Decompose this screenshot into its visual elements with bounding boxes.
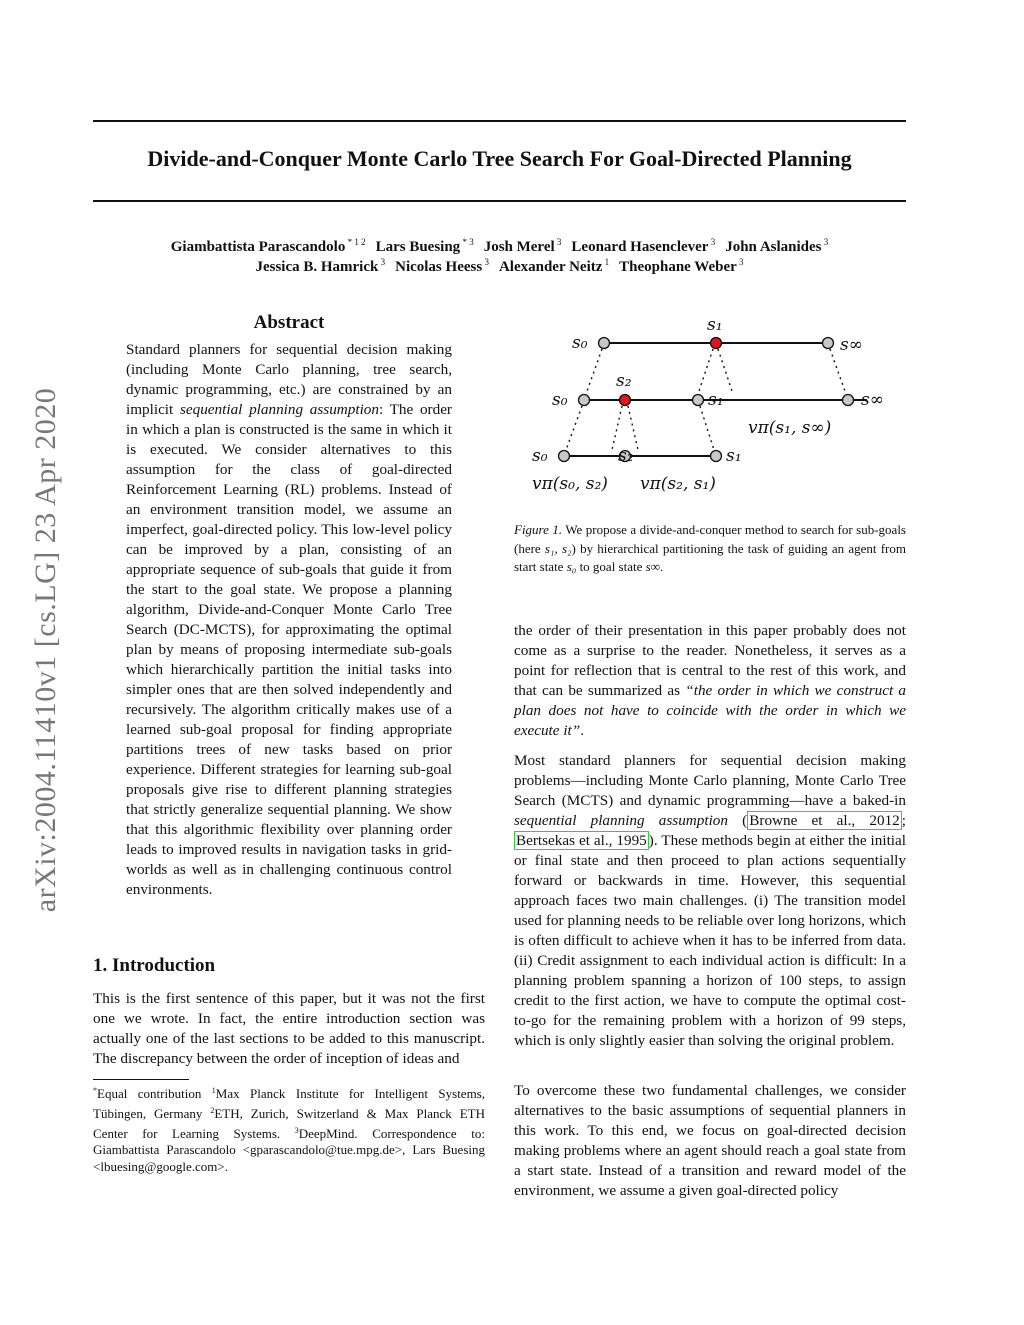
citation-bertsekas-1995[interactable]: Bertsekas et al., 1995: [516, 832, 647, 849]
author-name: Josh Merel: [483, 239, 555, 255]
author-name: John Aslanides: [725, 239, 822, 255]
author-name: Giambattista Parascandolo: [170, 239, 346, 255]
partition-tree-diagram: [514, 305, 906, 505]
intro-p2-text-b: ). These methods begin at either the initial or final state and then proceed to plan actions sequentially forward or backwards in time. However, this sequential approach faces two main challenges. (i) The transition model used for planning needs to be reliable over long horizons, which is often difficult to achieve when it has to be inferred from data. (ii) Credit assignment to each individual action is difficult: In a planning problem spanning a horizon of 100 steps, to assign credit to the first action, we have to compute the optimal cost-to-go for the remaining problem with a horizon of 99 steps, which is only slightly easier than solving the original problem.: [514, 832, 906, 1049]
dotted-top-s1-left: [698, 349, 713, 394]
author-name: Nicolas Heess: [395, 259, 483, 275]
authors-line-1: [93, 237, 906, 256]
author-1: [376, 239, 474, 255]
node-mid-s0: [579, 395, 590, 406]
label-v-s2-s1: vπ(s₂, s₁): [640, 474, 716, 494]
dotted-top-s1-right: [718, 349, 733, 394]
author-3: [571, 239, 715, 255]
author-name: Theophane Weber: [619, 259, 737, 275]
node-bot-s0: [559, 451, 570, 462]
author-row2-1: [395, 259, 489, 275]
footnote-mark-1: 1: [211, 1086, 216, 1095]
intro-p1-cont-end: .: [580, 722, 584, 739]
arxiv-stamp: arXiv:2004.11410v1 [cs.LG] 23 Apr 2020: [29, 387, 62, 913]
top-rule: [93, 120, 906, 122]
author-affiliation-marks: 3: [482, 257, 489, 267]
footnote-equal-contribution: Equal contribution: [97, 1086, 212, 1101]
intro-quote: “the order in which we construct a plan does not have to coincide with the order in which we execute it”: [514, 682, 907, 739]
author-affiliation-marks: 3: [736, 257, 744, 267]
author-affiliation-marks: 1: [602, 257, 610, 267]
authors-line-2: [93, 257, 906, 276]
caption-math-subgoals: s₁, s₂: [544, 540, 572, 556]
label-top-sinf: s∞: [840, 335, 863, 355]
caption-math-start: s₀: [566, 559, 577, 574]
footnote-mark-equal: *: [93, 1086, 97, 1095]
author-affiliation-marks: 3: [708, 237, 716, 247]
footnote-mark-2: 2: [210, 1105, 215, 1115]
intro-p2-open: (: [728, 812, 748, 829]
intro-paragraph-2: [514, 751, 906, 1051]
label-v-s1-sinf: vπ(s₁, s∞): [748, 418, 832, 438]
author-name: Jessica B. Hamrick: [255, 259, 379, 275]
footnote: [93, 1083, 485, 1176]
footnote-affiliation-2: ETH, Zurich, Switzerland & Max Planck ETH Center for Learning Systems.: [93, 1105, 485, 1141]
author-row2-3: [619, 259, 743, 275]
caption-text-b: ) by hierarchical partitioning the task of guiding an agent from start state: [514, 540, 906, 574]
abstract-emphasis: sequential planning assumption: [179, 401, 379, 418]
dotted-mid-s0: [566, 406, 582, 450]
intro-paragraph-1: This is the first sentence of this paper, but it was not the first one we wrote. In fact, the entire introduction section was actually one of the last sections to be added to this manuscript. The discrepancy between the order of inception of ideas and: [93, 990, 485, 1067]
node-top-s0: [599, 338, 610, 349]
intro-p2-emphasis: sequential planning assumption: [514, 812, 728, 829]
dotted-top-sinf: [830, 349, 846, 394]
label-bot-s1: s₁: [726, 446, 742, 466]
label-v-s0-s2: vπ(s₀, s₂): [532, 474, 608, 494]
footnote-mark-3: 3: [294, 1125, 299, 1135]
footnote-rule: [93, 1079, 189, 1080]
caption-text-c: to goal state: [576, 559, 646, 574]
label-mid-sinf: s∞: [861, 390, 884, 410]
label-top-s0: s₀: [572, 333, 588, 353]
author-row2-0: [255, 259, 385, 275]
title-bottom-rule: [93, 200, 906, 202]
node-mid-s2-subgoal: [620, 395, 631, 406]
figure-1-caption: [514, 521, 906, 577]
author-name: Alexander Neitz: [498, 259, 603, 275]
author-4: [725, 239, 828, 255]
abstract-text-b: : The order in which a plan is constructed is the same in which it is executed. We consider alternatives to this assumption for the class of goal-directed Reinforcement Learning (RL) problems. Instead of an environment transition model, we assume an imperfect, goal-directed policy. This low-level policy can be improved by a plan, consisting of an appropriate sequence of sub-goals that guide it from the start to the goal state. We propose a planning algorithm, Divide-and-Conquer Monte Carlo Tree Search (DC-MCTS), for approximating the optimal plan by means of proposing intermediate sub-goals which hierarchically partition the initial tasks into simpler ones that are then solved independently and recursively. The algorithm critically makes use of a learned sub-goal proposal for finding appropriate partitions trees of new tasks based on prior experience. Different strategies for learning sub-goal proposals give rise to different planning strategies that strictly generalize sequential planning. We show that this algorithmic flexibility over planning order leads to improved results in navigation tasks in grid-worlds as well as in challenging continuous control environments.: [126, 401, 452, 898]
author-2: [484, 239, 562, 255]
author-affiliation-marks: 3: [378, 257, 386, 267]
author-affiliation-marks: 3: [554, 237, 562, 247]
dotted-mid-s2-right: [628, 406, 638, 450]
author-name: Leonard Hasenclever: [571, 239, 709, 255]
label-mid-s2: s₂: [616, 371, 632, 391]
introduction-heading: 1. Introduction: [93, 955, 216, 976]
author-name: Lars Buesing: [375, 239, 461, 255]
caption-text-a: We propose a divide-and-conquer method to search for sub-goals (here: [514, 522, 906, 556]
intro-paragraph-1-continued: [514, 621, 906, 741]
footnote-affiliation-1: Max Planck Institute for Intelligent Systems, Tübingen, Germany: [93, 1086, 485, 1121]
caption-label: Figure 1.: [514, 522, 563, 537]
footnote-affiliation-3: DeepMind. Correspondence to: Giambattista Parascandolo <gparascandolo@tue.mpg.de>, Lars Buesing <lbuesing@google.com>.: [93, 1125, 485, 1175]
intro-paragraph-3: To overcome these two fundamental challenges, we consider alternatives to the basic assumptions of sequential planners in this work. To this end, we focus on goal-directed decision making problems where an agent should reach a goal state from a start state. Instead of a transition and reward model of the environment, we assume a given goal-directed policy: [514, 1082, 906, 1199]
author-affiliation-marks: * 3: [460, 237, 474, 247]
intro-p2-text-a: Most standard planners for sequential decision making problems—including Monte Carlo planning, Monte Carlo Tree Search (MCTS) and dynamic programming—have a baked-in: [514, 752, 906, 809]
figure-1: [514, 305, 906, 505]
paper-title: Divide-and-Conquer Monte Carlo Tree Search For Goal-Directed Planning: [147, 146, 852, 171]
abstract-body: [126, 340, 452, 900]
label-mid-s1: s₁: [708, 390, 724, 410]
dotted-mid-s1: [700, 406, 714, 450]
author-affiliation-marks: 3: [821, 237, 829, 247]
label-top-s1: s₁: [707, 315, 723, 335]
node-mid-s1: [693, 395, 704, 406]
node-bot-s1: [711, 451, 722, 462]
dotted-mid-s2-left: [612, 406, 622, 450]
abstract-text-a: Standard planners for sequential decision making (including Monte Carlo planning, tree search, dynamic programming, etc.) are constrained by an implicit: [126, 341, 452, 418]
abstract-heading: Abstract: [253, 312, 325, 333]
author-affiliation-marks: * 1 2: [345, 237, 366, 247]
author-row2-2: [499, 259, 609, 275]
label-bot-s0: s₀: [532, 446, 548, 466]
label-mid-s0: s₀: [552, 390, 568, 410]
caption-math-goal: s∞: [645, 559, 660, 574]
intro-p2-sep: ;: [901, 812, 907, 829]
citation-browne-2012[interactable]: Browne et al., 2012: [749, 812, 900, 829]
intro-p1-cont-text: the order of their presentation in this paper probably does not come as a surprise to the reader. Nonetheless, it serves as a point for reflection that is central to the rest of this work, and that can be summarized as: [514, 622, 906, 699]
node-top-s1-subgoal: [711, 338, 722, 349]
dotted-top-s0: [586, 349, 602, 394]
node-mid-sinf: [843, 395, 854, 406]
caption-text-d: .: [659, 559, 664, 574]
author-0: [171, 239, 366, 255]
node-top-sinf: [823, 338, 834, 349]
label-bot-s2: s₂: [618, 446, 634, 466]
